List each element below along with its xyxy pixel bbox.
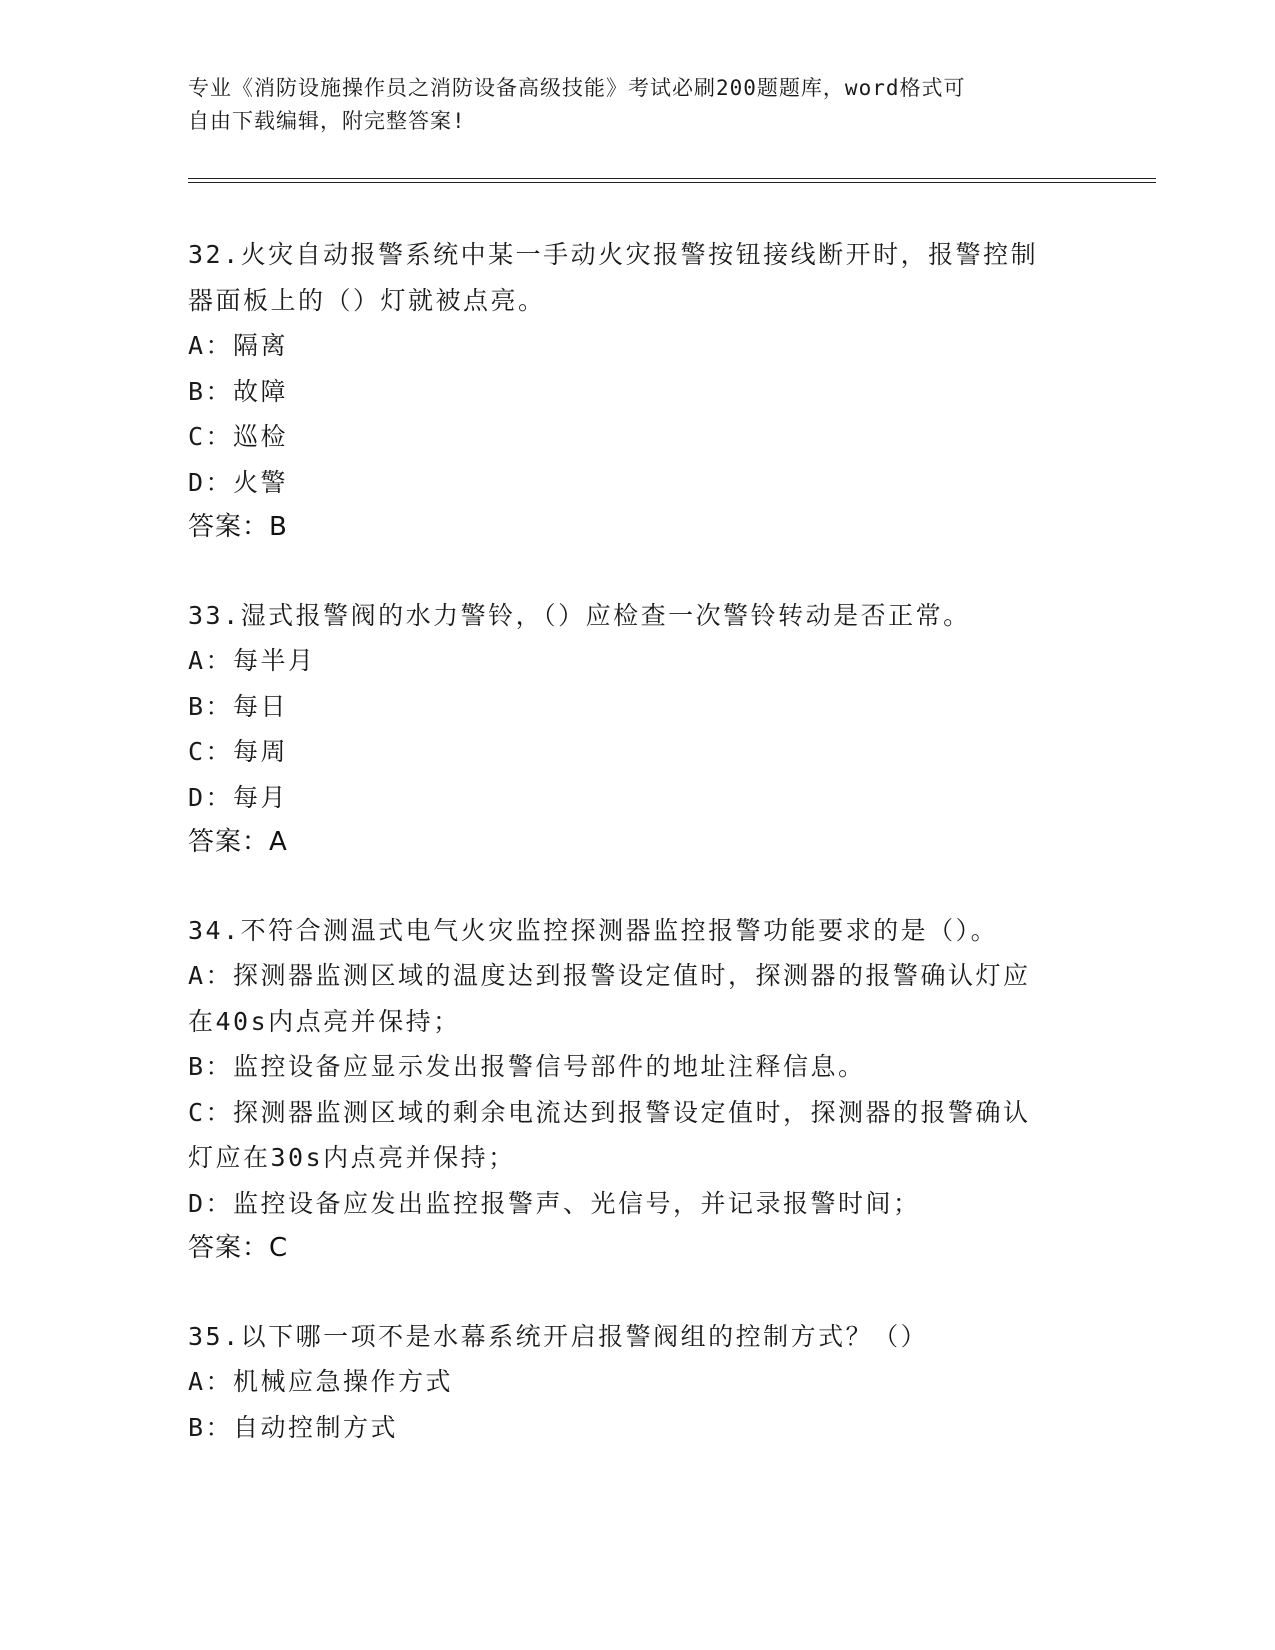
answer-option: D：每月 <box>188 782 289 812</box>
header-divider <box>188 178 1156 183</box>
answer-option: A：隔离 <box>188 331 289 360</box>
answer-key: 答案：A <box>188 827 288 857</box>
question-item <box>188 593 1088 866</box>
answer-option: B：每日 <box>188 691 289 721</box>
question-spacer <box>188 551 1088 593</box>
answer-option: 在40s内点亮并保持； <box>188 1006 461 1036</box>
header-line-1: 专业《消防设施操作员之消防设备高级技能》考试必刷200题题库，word格式可 <box>188 76 966 100</box>
header-line-2: 自由下载编辑，附完整答案! <box>188 109 466 133</box>
question-stem: 32.火灾自动报警系统中某一手动火灾报警按钮接线断开时，报警控制 <box>188 240 1039 269</box>
answer-option: C：每周 <box>188 737 289 766</box>
question-stem: 33.湿式报警阀的水力警铃，（）应检查一次警铃转动是否正常。 <box>188 600 971 630</box>
question-item <box>188 908 1088 1272</box>
answer-option: B：故障 <box>188 376 289 406</box>
question-stem: 34.不符合测温式电气火灾监控探测器监控报警功能要求的是（）。 <box>188 915 999 945</box>
document-header <box>188 72 1068 138</box>
answer-option: D：火警 <box>188 467 289 497</box>
question-item <box>188 232 1088 551</box>
answer-option: C：巡检 <box>188 422 289 451</box>
answer-key: 答案：B <box>188 512 288 542</box>
question-spacer <box>188 866 1088 908</box>
question-stem: 器面板上的（）灯就被点亮。 <box>188 285 546 315</box>
answer-option: A：探测器监测区域的温度达到报警设定值时，探测器的报警确认灯应 <box>188 961 1031 990</box>
answer-key: 答案：C <box>188 1233 289 1263</box>
question-item <box>188 1314 1088 1451</box>
answer-option: 灯应在30s内点亮并保持； <box>188 1143 516 1172</box>
answer-option: B：监控设备应显示发出报警信号部件的地址注释信息。 <box>188 1052 866 1081</box>
question-list <box>188 232 1088 1450</box>
answer-option: D：监控设备应发出监控报警声、光信号，并记录报警时间； <box>188 1188 921 1218</box>
answer-option: C：探测器监测区域的剩余电流达到报警设定值时，探测器的报警确认 <box>188 1097 1031 1127</box>
question-spacer <box>188 1272 1088 1314</box>
question-stem: 35.以下哪一项不是水幕系统开启报警阀组的控制方式？（） <box>188 1321 929 1351</box>
answer-option: A：机械应急操作方式 <box>188 1367 454 1396</box>
answer-option: A：每半月 <box>188 646 316 675</box>
answer-option: B：自动控制方式 <box>188 1412 399 1442</box>
